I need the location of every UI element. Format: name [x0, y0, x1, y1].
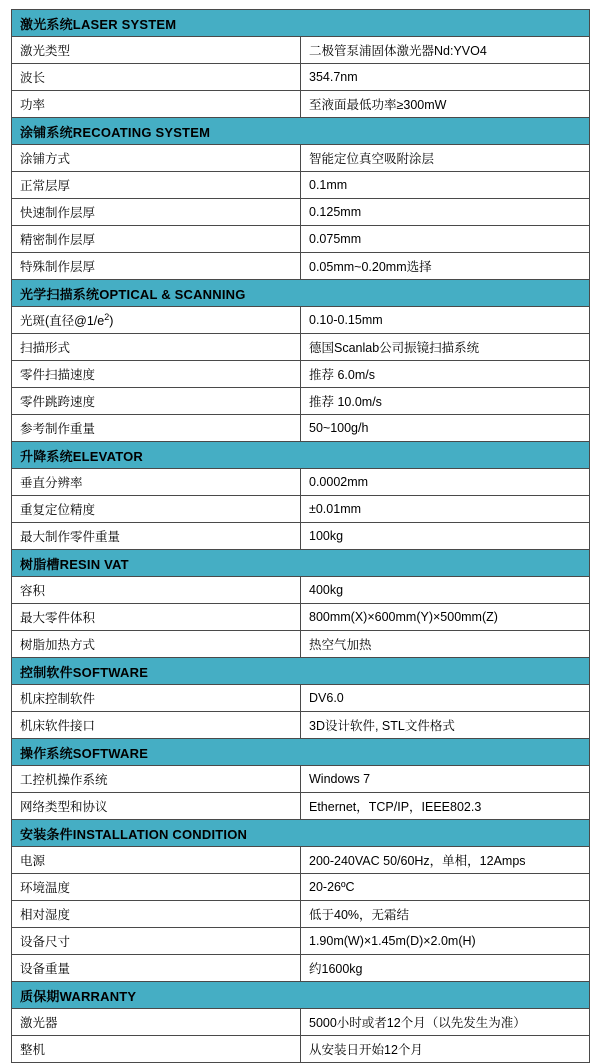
- table-row: [12, 523, 590, 550]
- table-row: [12, 928, 590, 955]
- section-heading: 安装条件INSTALLATION CONDITION: [12, 820, 590, 847]
- section-heading: 光学扫描系统OPTICAL & SCANNING: [12, 280, 590, 307]
- spec-value: DV6.0: [301, 685, 590, 712]
- spec-label: 正常层厚: [12, 172, 301, 199]
- table-row: [12, 631, 590, 658]
- spec-label-tail: ): [109, 314, 114, 328]
- spec-value: 400kg: [301, 577, 590, 604]
- spec-value: 约1600kg: [301, 955, 590, 982]
- table-row: [12, 307, 590, 334]
- spec-value: 0.125mm: [301, 199, 590, 226]
- table-row: [12, 253, 590, 280]
- table-row: [12, 172, 590, 199]
- spec-value: 800mm(X)×600mm(Y)×500mm(Z): [301, 604, 590, 631]
- table-row: [12, 685, 590, 712]
- spec-value: 0.1mm: [301, 172, 590, 199]
- table-row: [12, 1036, 590, 1063]
- table-row: [12, 901, 590, 928]
- spec-label: 精密制作层厚: [12, 226, 301, 253]
- table-row: [12, 37, 590, 64]
- table-row: [12, 766, 590, 793]
- spec-label: 垂直分辨率: [12, 469, 301, 496]
- section-header-row: [12, 739, 590, 766]
- section-header-row: [12, 10, 590, 37]
- spec-label: 重复定位精度: [12, 496, 301, 523]
- spec-value: 20-26ºC: [301, 874, 590, 901]
- spec-label: 电源: [12, 847, 301, 874]
- spec-value: 推荐 10.0m/s: [301, 388, 590, 415]
- table-row: [12, 712, 590, 739]
- spec-label: 涂铺方式: [12, 145, 301, 172]
- table-row: [12, 415, 590, 442]
- spec-label: 快速制作层厚: [12, 199, 301, 226]
- table-row: [12, 1009, 590, 1036]
- section-header-row: [12, 820, 590, 847]
- spec-value: 0.10-0.15mm: [301, 307, 590, 334]
- table-row: [12, 64, 590, 91]
- spec-value: 50~100g/h: [301, 415, 590, 442]
- spec-label: 参考制作重量: [12, 415, 301, 442]
- spec-value: Ethernet，TCP/IP，IEEE802.3: [301, 793, 590, 820]
- spec-value: 200-240VAC 50/60Hz，单相，12Amps: [301, 847, 590, 874]
- spec-label: 最大零件体积: [12, 604, 301, 631]
- spec-label: 设备尺寸: [12, 928, 301, 955]
- table-row: [12, 469, 590, 496]
- spec-value: 0.075mm: [301, 226, 590, 253]
- spec-value: 100kg: [301, 523, 590, 550]
- spec-label: 工控机操作系统: [12, 766, 301, 793]
- specification-table: [11, 9, 590, 1063]
- spec-value: ±0.01mm: [301, 496, 590, 523]
- spec-value: 德国Scanlab公司振镜扫描系统: [301, 334, 590, 361]
- table-row: [12, 793, 590, 820]
- table-row: [12, 361, 590, 388]
- section-header-row: [12, 442, 590, 469]
- spec-label: 特殊制作层厚: [12, 253, 301, 280]
- table-row: [12, 91, 590, 118]
- spec-value: 0.05mm~0.20mm选择: [301, 253, 590, 280]
- specification-table-body: [12, 10, 590, 1063]
- spec-value: 智能定位真空吸附涂层: [301, 145, 590, 172]
- spec-value: 推荐 6.0m/s: [301, 361, 590, 388]
- spec-label: 树脂加热方式: [12, 631, 301, 658]
- table-row: [12, 199, 590, 226]
- spec-label: 容积: [12, 577, 301, 604]
- section-heading: 升降系统ELEVATOR: [12, 442, 590, 469]
- spec-value: 1.90m(W)×1.45m(D)×2.0m(H): [301, 928, 590, 955]
- section-heading: 质保期WARRANTY: [12, 982, 590, 1009]
- spec-value: 354.7nm: [301, 64, 590, 91]
- spec-value: 二极管泵浦固体激光器Nd:YVO4: [301, 37, 590, 64]
- spec-value: 热空气加热: [301, 631, 590, 658]
- section-heading: 涂铺系统RECOATING SYSTEM: [12, 118, 590, 145]
- spec-label: 零件跳跨速度: [12, 388, 301, 415]
- section-header-row: [12, 280, 590, 307]
- section-header-row: [12, 982, 590, 1009]
- spec-label-text: 光斑(直径@1/e: [20, 314, 105, 328]
- section-header-row: [12, 118, 590, 145]
- spec-value: 5000小时或者12个月（以先发生为准）: [301, 1009, 590, 1036]
- spec-label: 激光类型: [12, 37, 301, 64]
- table-row: [12, 334, 590, 361]
- spec-label: 环境温度: [12, 874, 301, 901]
- table-row: [12, 604, 590, 631]
- spec-label: 扫描形式: [12, 334, 301, 361]
- table-row: [12, 955, 590, 982]
- spec-label: 整机: [12, 1036, 301, 1063]
- table-row: [12, 496, 590, 523]
- spec-label: 激光器: [12, 1009, 301, 1036]
- spec-label: 零件扫描速度: [12, 361, 301, 388]
- section-heading: 控制软件SOFTWARE: [12, 658, 590, 685]
- table-row: [12, 226, 590, 253]
- table-row: [12, 388, 590, 415]
- spec-label: 机床软件接口: [12, 712, 301, 739]
- spec-label: 相对湿度: [12, 901, 301, 928]
- spec-label: 网络类型和协议: [12, 793, 301, 820]
- spec-value: 3D设计软件, STL文件格式: [301, 712, 590, 739]
- spec-label: 波长: [12, 64, 301, 91]
- spec-value: Windows 7: [301, 766, 590, 793]
- section-heading: 树脂槽RESIN VAT: [12, 550, 590, 577]
- table-row: [12, 847, 590, 874]
- spec-value: 0.0002mm: [301, 469, 590, 496]
- table-row: [12, 577, 590, 604]
- section-header-row: [12, 658, 590, 685]
- table-row: [12, 874, 590, 901]
- spec-label: 机床控制软件: [12, 685, 301, 712]
- section-header-row: [12, 550, 590, 577]
- spec-value: 低于40%，无霜结: [301, 901, 590, 928]
- spec-label-superscript: 2: [104, 311, 110, 322]
- table-row: [12, 145, 590, 172]
- spec-value: 至液面最低功率≥300mW: [301, 91, 590, 118]
- section-heading: 操作系统SOFTWARE: [12, 739, 590, 766]
- spec-label: 功率: [12, 91, 301, 118]
- spec-label: 设备重量: [12, 955, 301, 982]
- spec-label: 最大制作零件重量: [12, 523, 301, 550]
- spec-label: [12, 307, 301, 334]
- spec-value: 从安装日开始12个月: [301, 1036, 590, 1063]
- section-heading: 激光系统LASER SYSTEM: [12, 10, 590, 37]
